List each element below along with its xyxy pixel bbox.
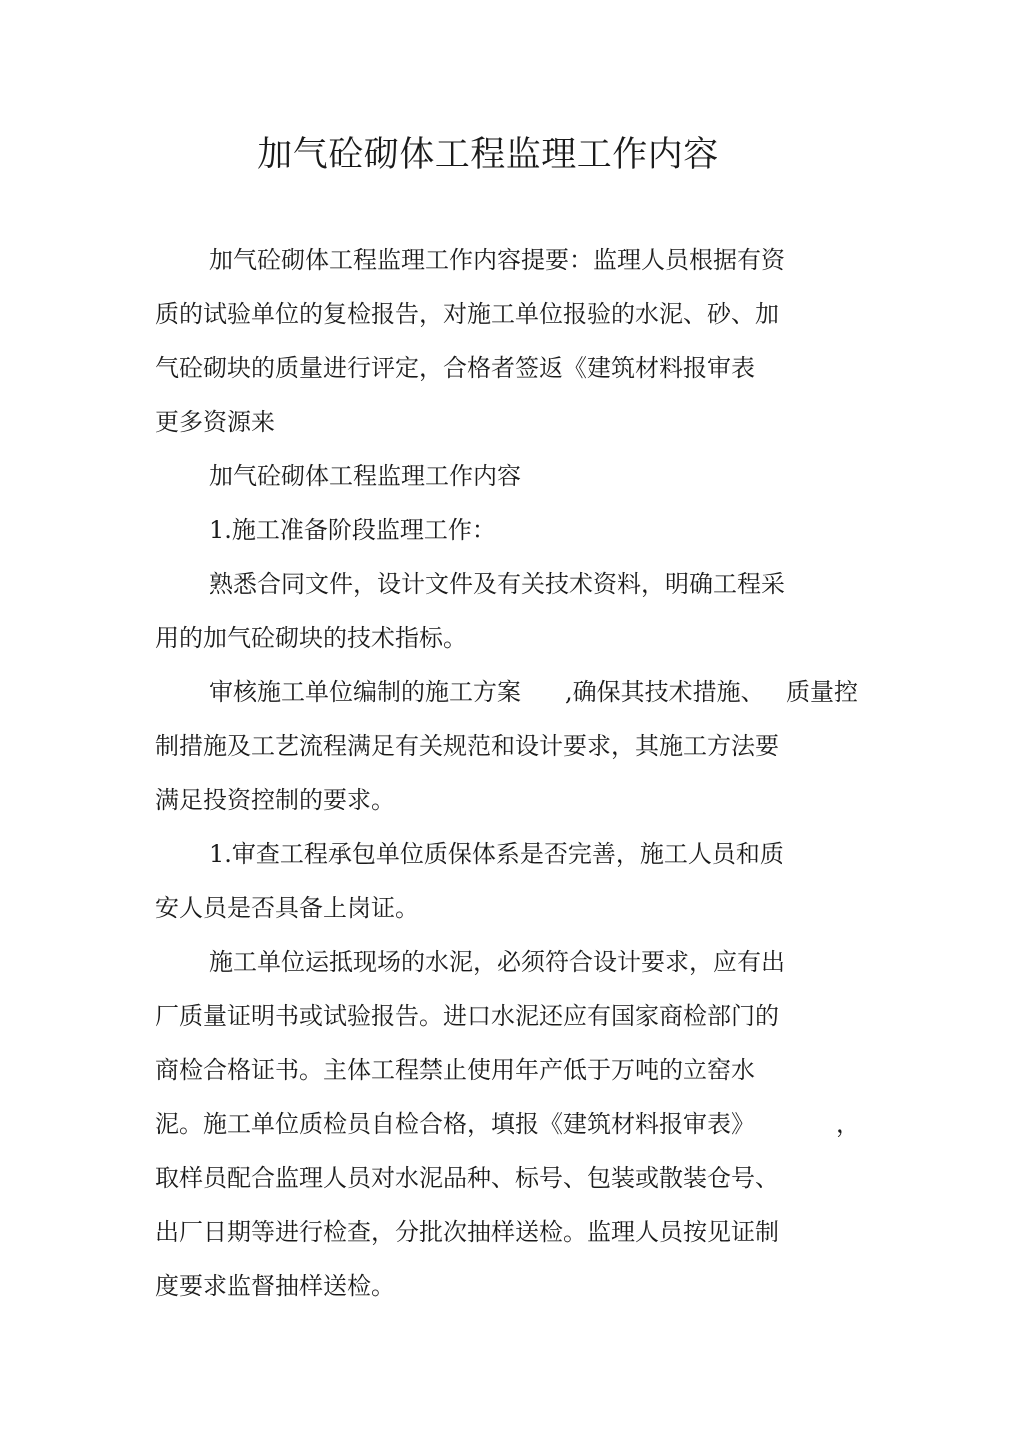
text-line: 熟悉合同文件，设计文件及有关技术资料，明确工程采 [209,570,785,598]
text-line-segment: 质量控 [786,678,858,706]
text-line: 出厂日期等进行检查，分批次抽样送检。监理人员按见证制 [155,1218,779,1246]
text-line: 气砼砌块的质量进行评定，合格者签返《建筑材料报审表 [155,354,755,382]
text-line: 1.审查工程承包单位质保体系是否完善，施工人员和质 [209,840,784,868]
text-line: 更多资源来 [155,408,275,436]
text-line: 施工单位运抵现场的水泥，必须符合设计要求，应有出 [209,948,785,976]
text-line: 商检合格证书。主体工程禁止使用年产低于万吨的立窑水 [155,1056,755,1084]
step-heading: 1.施工准备阶段监理工作： [209,516,496,544]
text-line: 满足投资控制的要求。 [155,786,395,814]
text-line: 质的试验单位的复检报告，对施工单位报验的水泥、砂、加 [155,300,779,328]
text-line: 厂质量证明书或试验报告。进口水泥还应有国家商检部门的 [155,1002,779,1030]
text-line: 安人员是否具备上岗证。 [155,894,419,922]
text-line: 加气砼砌体工程监理工作内容提要：监理人员根据有资 [209,246,785,274]
text-line: 取样员配合监理人员对水泥品种、标号、包装或散装仓号、 [155,1164,779,1192]
section-heading: 加气砼砌体工程监理工作内容 [209,462,521,490]
text-line-segment: 泥。施工单位质检员自检合格，填报《建筑材料报审表》 [155,1110,755,1138]
text-line: 度要求监督抽样送检。 [155,1272,395,1300]
text-line-segment: 审核施工单位编制的施工方案 [209,678,521,706]
text-line: 用的加气砼砌块的技术指标。 [155,624,467,652]
text-line: 制措施及工艺流程满足有关规范和设计要求，其施工方法要 [155,732,779,760]
text-line-segment: ,确保其技术措施、 [565,678,765,706]
text-line-segment: ， [836,1110,860,1138]
document-title: 加气砼砌体工程监理工作内容 [257,135,719,175]
